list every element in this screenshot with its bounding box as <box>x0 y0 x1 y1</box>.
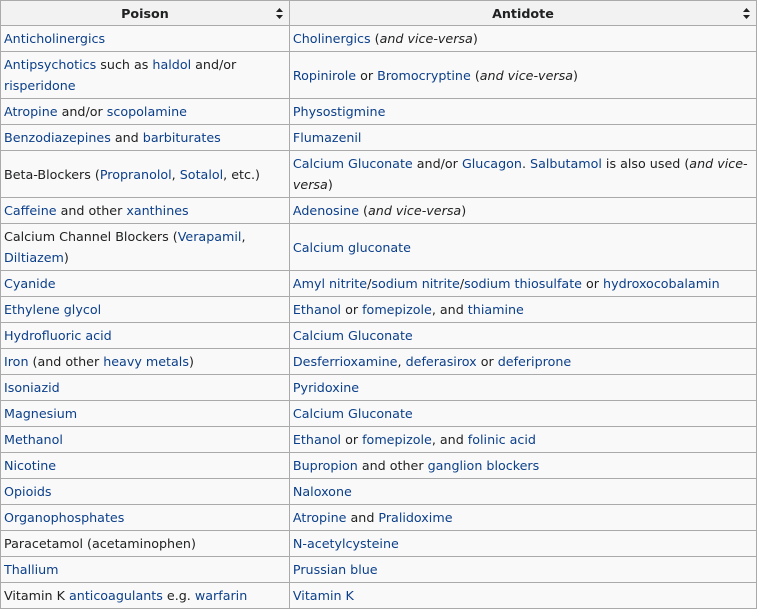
table-row <box>1 99 757 125</box>
table-row <box>1 52 757 99</box>
cell-text: and/or <box>412 156 462 171</box>
antidote-link[interactable]: Atropine <box>292 510 347 525</box>
poison-cell <box>1 151 290 198</box>
poison-link[interactable]: Caffeine <box>4 203 57 218</box>
table-row <box>1 151 757 198</box>
cell-text: , <box>241 229 246 244</box>
antidote-link[interactable]: Cholinergics <box>292 31 371 46</box>
poison-link[interactable]: Verapamil <box>177 229 242 244</box>
antidote-cell <box>289 505 756 531</box>
poison-link[interactable]: anticoagulants <box>69 588 163 603</box>
cell-text: ) <box>327 177 333 192</box>
table-row <box>1 198 757 224</box>
antidote-cell <box>289 26 756 52</box>
note-text: and vice-versa <box>368 203 462 218</box>
table-body <box>1 26 757 609</box>
header-row <box>1 1 757 26</box>
antidote-cell <box>289 479 756 505</box>
antidote-link[interactable]: Calcium Gluconate <box>292 156 413 171</box>
cell-text: . <box>521 156 531 171</box>
poison-cell <box>1 427 290 453</box>
cell-text: ( <box>470 67 480 83</box>
cell-text: / <box>367 276 372 291</box>
antidote-cell <box>289 198 756 224</box>
cell-text: , <box>397 354 406 369</box>
table-row <box>1 479 757 505</box>
poison-link[interactable]: haldol <box>152 57 192 72</box>
sort-arrows-icon[interactable] <box>743 8 750 19</box>
antidote-cell <box>289 557 756 583</box>
poison-cell <box>1 375 290 401</box>
poison-link[interactable]: Cyanide <box>4 276 56 291</box>
antidote-header-label: Antidote <box>492 5 554 21</box>
cell-text: or <box>356 67 378 83</box>
poison-cell <box>1 125 290 151</box>
cell-text: such as <box>96 57 153 72</box>
antidote-link[interactable]: Pyridoxine <box>292 380 360 395</box>
cell-text: ( <box>359 203 368 218</box>
antidote-link[interactable]: hydroxocobalamin <box>603 276 720 291</box>
poison-cell <box>1 401 290 427</box>
antidote-link[interactable]: Glucagon <box>461 156 522 171</box>
antidote-link[interactable]: Desferrioxamine <box>292 354 398 369</box>
poison-cell <box>1 224 290 271</box>
antidote-cell <box>289 531 756 557</box>
note-text: and vice-versa <box>379 31 473 46</box>
cell-text: ) <box>461 203 467 218</box>
poison-link[interactable]: scopolamine <box>106 104 187 119</box>
note-text: and vice-versa <box>292 156 748 192</box>
antidote-column-header[interactable] <box>289 1 756 26</box>
antidote-link[interactable]: thiamine <box>467 302 524 317</box>
cell-text: , and <box>431 302 468 317</box>
antidote-cell <box>289 401 756 427</box>
cell-text: Calcium Channel Blockers ( <box>4 229 178 244</box>
antidote-link[interactable]: Ethanol <box>292 432 342 447</box>
poison-link[interactable]: Hydrofluoric acid <box>4 328 112 343</box>
cell-text: ) <box>572 67 578 83</box>
cell-text: and other <box>357 458 428 473</box>
antidote-cell <box>289 375 756 401</box>
cell-text: and <box>110 130 143 145</box>
table-row <box>1 375 757 401</box>
table-row <box>1 26 757 52</box>
table-row <box>1 427 757 453</box>
table-row <box>1 323 757 349</box>
antidote-link[interactable]: Salbutamol <box>530 156 602 171</box>
antidote-cell <box>289 151 756 198</box>
antidote-link[interactable]: Amyl nitrite <box>292 276 368 291</box>
poison-cell <box>1 583 290 609</box>
antidote-link[interactable]: Calcium gluconate <box>292 239 411 255</box>
antidote-cell <box>289 224 756 271</box>
poison-link[interactable]: xanthines <box>126 203 189 218</box>
poison-link[interactable]: barbiturates <box>142 130 221 145</box>
poison-cell <box>1 349 290 375</box>
antidote-cell <box>289 323 756 349</box>
poison-link[interactable]: heavy metals <box>103 354 189 369</box>
antidote-link[interactable]: sodium nitrite <box>371 276 460 291</box>
poison-link[interactable]: Benzodiazepines <box>4 130 111 145</box>
antidote-link[interactable]: Ethanol <box>292 302 342 317</box>
cell-text: or <box>341 302 363 317</box>
poison-link[interactable]: risperidone <box>4 78 76 93</box>
cell-text: and <box>346 510 379 525</box>
poison-link[interactable]: Nicotine <box>4 458 57 473</box>
poison-column-header[interactable] <box>1 1 290 26</box>
sort-arrows-icon[interactable] <box>276 8 283 19</box>
antidote-cell <box>289 271 756 297</box>
note-text: and vice-versa <box>479 67 573 83</box>
antidote-link[interactable]: Naloxone <box>292 484 352 499</box>
poison-cell <box>1 323 290 349</box>
poison-cell <box>1 52 290 99</box>
cell-text: ) <box>63 250 69 265</box>
antidote-link[interactable]: fomepizole <box>362 302 432 317</box>
antidote-link[interactable]: Adenosine <box>292 203 360 218</box>
table-row <box>1 583 757 609</box>
table-row <box>1 224 757 271</box>
poison-cell <box>1 479 290 505</box>
poison-cell <box>1 531 290 557</box>
poison-link[interactable]: Atropine <box>4 104 58 119</box>
cell-text: , <box>171 166 180 182</box>
cell-text: or <box>341 432 363 447</box>
poison-link[interactable]: Diltiazem <box>4 250 64 265</box>
antidote-link[interactable]: deferasirox <box>405 354 477 369</box>
cell-text: e.g. <box>162 588 195 603</box>
poison-link[interactable]: Sotalol <box>179 166 224 182</box>
antidote-link[interactable]: Ropinirole <box>292 67 357 83</box>
poison-header-label: Poison <box>121 5 169 21</box>
antidote-link[interactable]: N-acetylcysteine <box>292 536 399 551</box>
antidote-cell <box>289 52 756 99</box>
antidote-cell <box>289 125 756 151</box>
poison-cell <box>1 271 290 297</box>
antidote-cell <box>289 427 756 453</box>
cell-text: Vitamin K <box>4 588 69 603</box>
cell-text: is also used ( <box>601 156 690 171</box>
antidote-link[interactable]: fomepizole <box>362 432 432 447</box>
poison-link[interactable]: Propranolol <box>99 166 172 182</box>
antidote-cell <box>289 349 756 375</box>
antidote-link[interactable]: sodium thiosulfate <box>464 276 582 291</box>
poison-cell <box>1 26 290 52</box>
poison-cell <box>1 198 290 224</box>
cell-text: , etc.) <box>223 166 260 182</box>
antidote-link[interactable]: Calcium Gluconate <box>292 328 413 343</box>
table-row <box>1 531 757 557</box>
table-row <box>1 557 757 583</box>
poison-link[interactable]: Opioids <box>4 484 52 499</box>
cell-text: Beta-Blockers ( <box>4 166 100 182</box>
cell-text: and/or <box>191 57 237 72</box>
poison-link[interactable]: Antipsychotics <box>4 57 97 72</box>
poison-cell <box>1 99 290 125</box>
antidote-link[interactable]: Flumazenil <box>292 130 362 145</box>
antidote-link[interactable]: ganglion blockers <box>427 458 540 473</box>
cell-text: ( <box>370 31 380 46</box>
table-row <box>1 349 757 375</box>
table-row <box>1 505 757 531</box>
cell-text: ) <box>188 354 194 369</box>
poison-link[interactable]: Anticholinergics <box>4 31 106 46</box>
table-row <box>1 401 757 427</box>
poison-link[interactable]: Methanol <box>4 432 63 447</box>
antidote-link[interactable]: folinic acid <box>467 432 536 447</box>
cell-text: (and other <box>28 354 104 369</box>
cell-text: ) <box>472 31 478 46</box>
cell-text: or <box>476 354 498 369</box>
poison-cell <box>1 297 290 323</box>
cell-text: , and <box>431 432 468 447</box>
antidote-cell <box>289 583 756 609</box>
cell-text: and other <box>56 203 127 218</box>
table-row <box>1 271 757 297</box>
poison-link[interactable]: Thallium <box>4 562 59 577</box>
antidote-link[interactable]: Pralidoxime <box>378 510 453 525</box>
antidote-link[interactable]: Physostigmine <box>292 104 386 119</box>
poison-cell <box>1 557 290 583</box>
antidote-cell <box>289 99 756 125</box>
table-row <box>1 453 757 479</box>
poison-link[interactable]: Isoniazid <box>4 380 60 395</box>
poison-link[interactable]: warfarin <box>194 588 248 603</box>
antidote-link[interactable]: Prussian blue <box>292 562 378 577</box>
table-row <box>1 125 757 151</box>
antidote-link[interactable]: deferiprone <box>497 354 572 369</box>
poison-link[interactable]: Magnesium <box>4 406 78 421</box>
antidote-cell <box>289 297 756 323</box>
antidote-link[interactable]: Calcium Gluconate <box>292 406 413 421</box>
poison-cell <box>1 505 290 531</box>
antidote-link[interactable]: Vitamin K <box>292 588 354 603</box>
poison-link[interactable]: Ethylene glycol <box>4 302 102 317</box>
table-row <box>1 297 757 323</box>
cell-text: Paracetamol (acetaminophen) <box>4 536 196 551</box>
cell-text: or <box>581 276 604 291</box>
cell-text: and/or <box>57 104 107 119</box>
poison-cell <box>1 453 290 479</box>
poison-link[interactable]: Organophosphates <box>4 510 125 525</box>
antidote-cell <box>289 453 756 479</box>
cell-text: / <box>459 276 465 291</box>
antidote-link[interactable]: Bupropion <box>292 458 358 473</box>
antidote-link[interactable]: Bromocryptine <box>377 67 471 83</box>
poison-link[interactable]: Iron <box>4 354 29 369</box>
